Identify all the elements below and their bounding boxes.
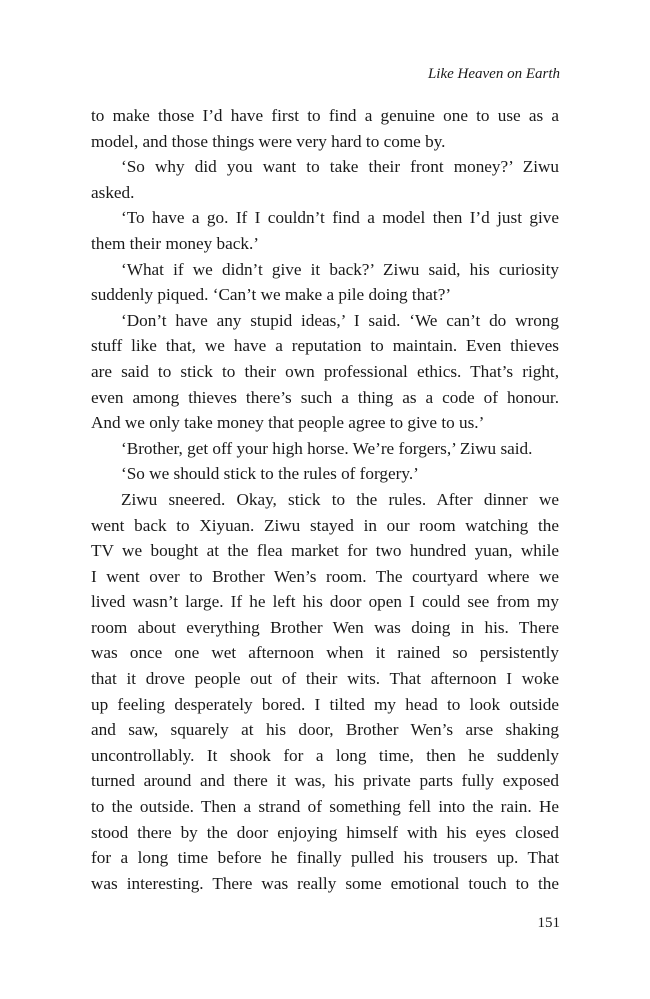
text-line: ‘To have a go. If I couldn’t find a model then I’d just give <box>121 208 559 228</box>
text-line: turned around and there it was, his private parts fully exposed <box>91 771 559 791</box>
text-line: ‘So why did you want to take their front money?’ Ziwu <box>121 157 559 177</box>
text-line: up feeling desperately bored. I tilted my head to look outside <box>91 694 559 714</box>
text-line: was interesting. There was really some emotional touch to the <box>91 873 559 893</box>
text-line: lived wasn’t large. If he left his door open I could see from my <box>91 592 559 612</box>
text-line: are said to stick to their own professional ethics. That’s right, <box>91 361 559 381</box>
text-line: TV we bought at the flea market for two hundred yuan, while <box>91 541 559 561</box>
text-line: and saw, squarely at his door, Brother Wen’s arse shaking <box>91 720 559 740</box>
text-line: room about everything Brother Wen was doing in his. There <box>91 617 559 637</box>
page-number: 151 <box>537 915 560 931</box>
text-line: was once one wet afternoon when it rained so persistently <box>91 643 559 663</box>
text-line: even among thieves there’s such a thing as a code of honour. <box>91 387 559 407</box>
text-line: them their money back.’ <box>91 233 259 253</box>
text-line: to make those I’d have first to find a genuine one to use as a <box>91 106 559 125</box>
text-line: stood there by the door enjoying himself with his eyes closed <box>91 822 559 842</box>
text-line: ‘So we should stick to the rules of forgery.’ <box>121 464 419 484</box>
text-line: And we only take money that people agree to give to us.’ <box>91 413 485 433</box>
text-line: that it drove people out of their wits. That afternoon I woke <box>91 669 559 689</box>
text-line: ‘Don’t have any stupid ideas,’ I said. ‘We can’t do wrong <box>121 310 559 330</box>
body-text <box>91 103 559 896</box>
text-line: went back to Xiyuan. Ziwu stayed in our room watching the <box>91 515 559 535</box>
text-line: for a long time before he finally pulled his trousers up. That <box>91 848 559 868</box>
text-line: ‘What if we didn’t give it back?’ Ziwu said, his curiosity <box>121 259 559 279</box>
text-line: Ziwu sneered. Okay, stick to the rules. After dinner we <box>121 489 559 509</box>
text-line: to the outside. Then a strand of something fell into the rain. He <box>91 797 559 817</box>
text-line: model, and those things were very hard to come by. <box>91 131 446 151</box>
running-head: Like Heaven on Earth <box>427 66 560 82</box>
text-line: asked. <box>91 182 135 202</box>
text-line: uncontrollably. It shook for a long time, then he suddenly <box>91 745 559 765</box>
text-line: ‘Brother, get off your high horse. We’re forgers,’ Ziwu said. <box>121 438 533 458</box>
text-line: I went over to Brother Wen’s room. The courtyard where we <box>91 566 559 586</box>
text-line: suddenly piqued. ‘Can’t we make a pile doing that?’ <box>91 285 452 305</box>
text-line: stuff like that, we have a reputation to maintain. Even thieves <box>91 336 559 356</box>
